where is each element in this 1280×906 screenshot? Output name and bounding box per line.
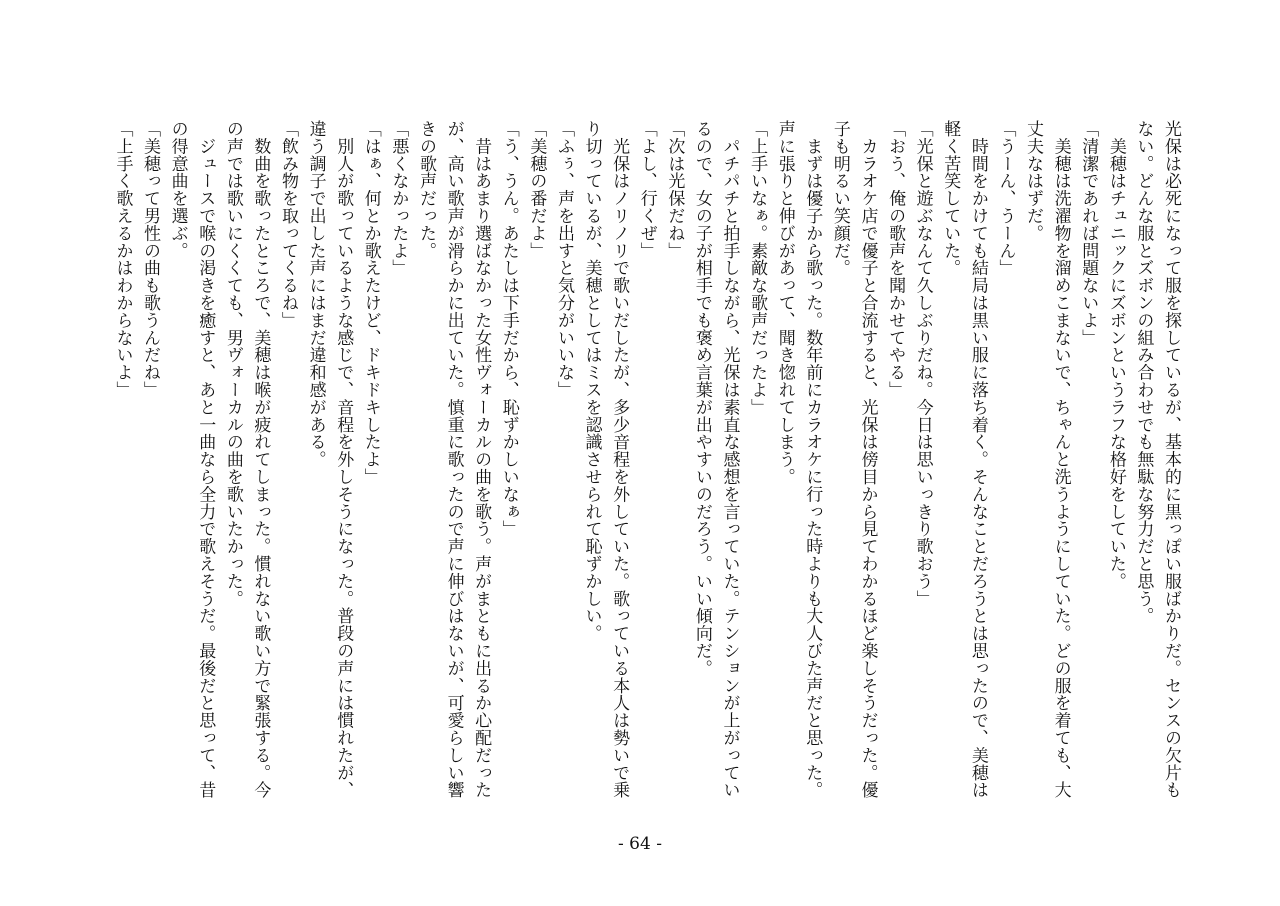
text-line: 「美穂の番だよ」 <box>526 120 547 260</box>
text-line: 「うーん、うーん」 <box>995 120 1016 277</box>
text-line: 「上手いなぁ。素敵な歌声だったよ」 <box>747 120 768 416</box>
text-line: 光保はノリノリで歌いだしたが、多少音程を外していた。歌っている本人は勢いで乗り切っているが、美穂としてはミスを認識させられて恥ずかしい。 <box>581 120 630 799</box>
text-line: 「美穂って男性の曲も歌うんだね」 <box>140 120 161 399</box>
text-line: 「飲み物を取ってくるね」 <box>278 120 298 329</box>
text-line: パチパチと拍手しながら、光保は素直な感想を言っていた。テンションが上がっているので、女の子が相手でも褒め言葉が出やすいのだろう。いい傾向だ。 <box>691 120 740 799</box>
text-line: 昔はあまり選ばなかった女性ヴォーカルの曲を歌う。声がまともに出るか心配だったが、高い歌声が滑らかに出ていた。慎重に歌ったので声に伸びはないが、可愛らしい響きの歌声だった。 <box>415 120 492 799</box>
text-line: カラオケ店で優子と合流すると、光保は傍目から見てわかるほど楽しそうだった。優子も明るい笑顔だ。 <box>829 120 878 799</box>
text-line: 「上手く歌えるかはわからないよ」 <box>112 120 133 399</box>
text-line: 「う、うん。あたしは下手だから、恥ずかしいなぁ」 <box>498 120 519 538</box>
page-number: - 64 - <box>618 834 662 854</box>
text-line: 美穂は洗濯物を溜めこまないで、ちゃんと洗うようにしていた。どの服を着ても、大丈夫なはずだ。 <box>1023 120 1071 799</box>
text-line: 「はぁ、何とか歌えたけど、ドキドキしたよ」 <box>360 120 381 486</box>
text-line: 「清潔であれば問題ないよ」 <box>1078 120 1099 347</box>
text-line: 「よし、行くぜ」 <box>636 120 657 260</box>
text-line: まずは優子から歌った。数年前にカラオケに行った時よりも大人びた声だと思った。声に張りと伸びがあって、聞き惚れてしまう。 <box>774 120 823 799</box>
text-line: 「ふぅ、声を出すと気分がいいな」 <box>553 120 574 399</box>
text-line: 「光保と遊ぶなんて久しぶりだね。今日は思いっきり歌おう」 <box>912 120 933 608</box>
text-line: 別人が歌っているような感じで、音程を外しそうになった。普段の声には慣れたが、違う調子で出した声にはまだ違和感がある。 <box>305 120 354 799</box>
vertical-text-body <box>94 120 1184 810</box>
text-line: 光保は必死になって服を探しているが、基本的に黒っぽい服ばかりだ。センスの欠片もない。どんな服とズボンの組み合わせでも無駄な努力だと思う。 <box>1133 120 1181 799</box>
text-line: 「悪くなかったよ」 <box>388 120 409 277</box>
text-line: 数曲を歌ったところで、美穂は喉が疲れてしまった。慣れない歌い方で緊張する。今の声では歌いにくくても、男ヴォーカルの曲を歌いたかった。 <box>222 120 271 799</box>
text-line: ジュースで喉の渇きを癒すと、あと一曲なら全力で歌えそうだ。最後だと思って、昔の得意曲を選ぶ。 <box>167 120 216 799</box>
text-line: 時間をかけても結局は黒い服に落ち着く。そんなことだろうとは思ったので、美穂は軽く苦笑していた。 <box>940 120 988 799</box>
text-line: 美穂はチュニックにズボンというラフな格好をしていた。 <box>1105 120 1126 590</box>
text-line: 「おう、俺の歌声を聞かせてやる」 <box>885 120 906 399</box>
text-line: 「次は光保だね」 <box>664 120 685 260</box>
